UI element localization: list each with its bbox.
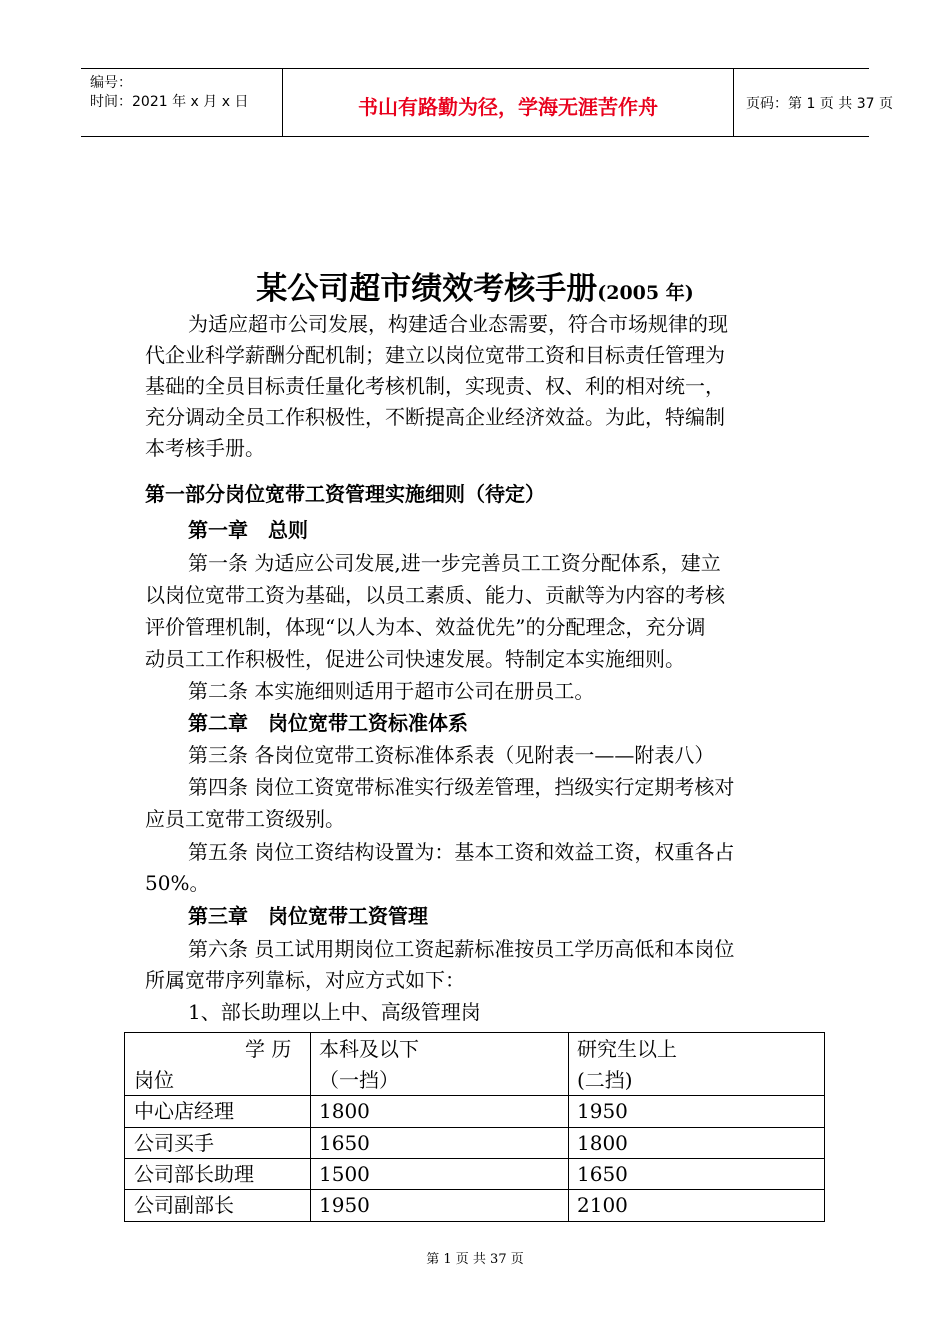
chapter-heading: 第三章 岗位宽带工资管理	[188, 904, 428, 928]
article-line: 第六条 员工试用期岗位工资起薪标准按员工学历高低和本岗位	[188, 937, 735, 961]
header-motto-cell	[283, 69, 734, 136]
table-header-cell: 本科及以下	[319, 1037, 419, 1061]
article-line: 50%。	[145, 871, 210, 895]
article-line: 所属宽带序列靠标，对应方式如下：	[145, 968, 465, 992]
table-cell: 中心店经理	[134, 1099, 234, 1123]
table-cell: 1950	[319, 1193, 370, 1217]
table-cell: 1800	[319, 1099, 370, 1123]
article-line: 评价管理机制，体现“以人为本、效益优先”的分配理念，充分调	[145, 615, 706, 639]
table-cell: 1650	[319, 1131, 370, 1155]
table-cell: 1650	[577, 1162, 628, 1186]
document-header	[81, 68, 893, 137]
doc-number-label: 编号：	[90, 75, 132, 91]
article-line: 第一条 为适应公司发展,进一步完善员工工资分配体系，建立	[188, 551, 721, 575]
table-corner-bottom: 岗位	[134, 1068, 174, 1092]
article-line: 以岗位宽带工资为基础，以员工素质、能力、贡献等为内容的考核	[145, 583, 725, 607]
header-page-cell	[734, 69, 893, 136]
doc-time-label: 时间：2021 年 x 月 x 日	[90, 94, 249, 110]
article-line: 动员工工作积极性，促进公司快速发展。特制定本实施细则。	[145, 647, 685, 671]
chapter-heading: 第一章 总则	[188, 518, 308, 542]
table-divider	[125, 1095, 824, 1096]
list-item: 1、部长助理以上中、高级管理岗	[188, 1000, 481, 1024]
table-header-cell: (二挡)	[577, 1068, 633, 1092]
salary-table	[124, 1032, 825, 1222]
title-year: (2005 年)	[597, 282, 694, 304]
article-line: 第三条 各岗位宽带工资标准体系表（见附表一——附表八）	[188, 743, 715, 767]
article-line: 第二条 本实施细则适用于超市公司在册员工。	[188, 679, 595, 703]
article-line: 应员工宽带工资级别。	[145, 807, 345, 831]
table-divider	[125, 1189, 824, 1190]
intro-line: 充分调动全员工作积极性，不断提高企业经济效益。为此，特编制	[145, 405, 725, 429]
table-corner-top: 学 历	[245, 1037, 292, 1061]
intro-line: 代企业科学薪酬分配机制；建立以岗位宽带工资和目标责任管理为	[145, 343, 725, 367]
intro-line: 基础的全员目标责任量化考核机制，实现责、权、利的相对统一，	[145, 374, 725, 398]
document-title	[0, 263, 950, 308]
table-cell: 公司部长助理	[134, 1162, 254, 1186]
table-divider	[125, 1127, 824, 1128]
table-divider	[125, 1158, 824, 1159]
title-main: 某公司超市绩效考核手册	[256, 271, 598, 307]
table-header-cell: （一挡）	[319, 1068, 399, 1092]
article-line: 第四条 岗位工资宽带标准实行级差管理，挡级实行定期考核对	[188, 775, 735, 799]
part-heading: 第一部分岗位宽带工资管理实施细则（待定）	[145, 482, 545, 506]
header-page-info: 页码：第 1 页 共 37 页	[746, 96, 893, 112]
chapter-heading: 第二章 岗位宽带工资标准体系	[188, 711, 468, 735]
table-cell: 公司买手	[134, 1131, 214, 1155]
table-cell: 2100	[577, 1193, 628, 1217]
intro-line: 为适应超市公司发展，构建适合业态需要，符合市场规律的现	[188, 312, 728, 336]
table-header-cell: 研究生以上	[577, 1037, 677, 1061]
table-cell: 1500	[319, 1162, 370, 1186]
intro-line: 本考核手册。	[145, 436, 265, 460]
article-line: 第五条 岗位工资结构设置为：基本工资和效益工资，权重各占	[188, 840, 735, 864]
header-meta-cell	[81, 69, 283, 136]
header-motto: 书山有路勤为径，学海无涯苦作舟	[358, 95, 658, 119]
table-cell: 1950	[577, 1099, 628, 1123]
table-cell: 1800	[577, 1131, 628, 1155]
page-footer: 第 1 页 共 37 页	[426, 1252, 524, 1267]
table-cell: 公司副部长	[134, 1193, 234, 1217]
